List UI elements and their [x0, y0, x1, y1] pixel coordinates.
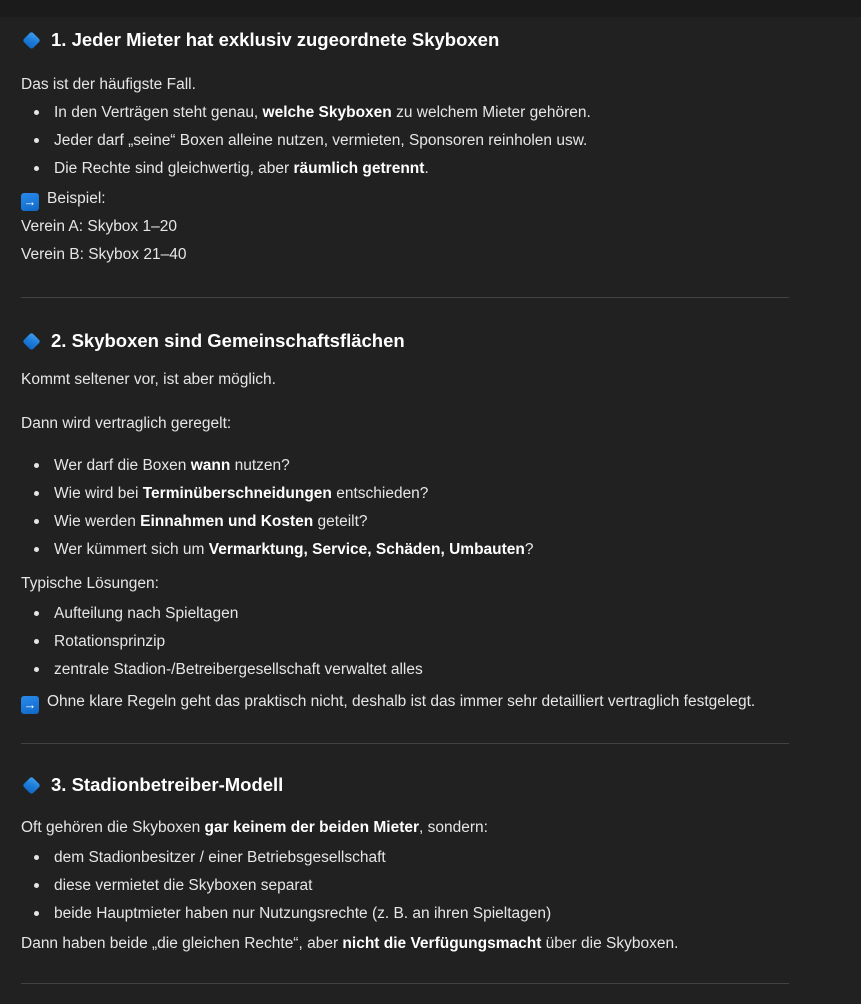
example-line-b: Verein B: Skybox 21–40 — [21, 246, 187, 263]
right-arrow-icon: → — [21, 193, 39, 211]
divider — [21, 743, 789, 744]
list-item: zentrale Stadion-/Betreibergesellschaft verwaltet alles — [54, 658, 789, 682]
list-item: Wie werden Einnahmen und Kosten geteilt? — [54, 510, 789, 534]
section-3-intro: Oft gehören die Skyboxen gar keinem der beiden Mieter, sondern: — [21, 819, 488, 836]
section-2-intro2: Dann wird vertraglich geregelt: — [21, 415, 232, 432]
list-item: beide Hauptmieter haben nur Nutzungsrechte (z. B. an ihren Spieltagen) — [54, 902, 789, 926]
small-blue-diamond-icon — [22, 776, 40, 794]
list-item: Wie wird bei Terminüberschneidungen entschieden? — [54, 482, 789, 506]
list-item: In den Verträgen steht genau, welche Skyboxen zu welchem Mieter gehören. — [54, 101, 789, 125]
section-2-questions-list — [21, 454, 789, 562]
divider — [21, 983, 789, 984]
solutions-label: Typische Lösungen: — [21, 575, 159, 592]
example-line-a: Verein A: Skybox 1–20 — [21, 218, 177, 235]
note-callout: → Ohne klare Regeln geht das praktisch nicht, deshalb ist das immer sehr detailliert vertraglich festgelegt. — [21, 690, 789, 714]
list-item: Wer kümmert sich um Vermarktung, Service, Schäden, Umbauten? — [54, 538, 789, 562]
list-item: Wer darf die Boxen wann nutzen? — [54, 454, 789, 478]
section-3-list — [21, 846, 789, 926]
list-item: Jeder darf „seine“ Boxen alleine nutzen, vermieten, Sponsoren reinholen usw. — [54, 129, 789, 153]
heading-text: 1. Jeder Mieter hat exklusiv zugeordnete Skyboxen — [51, 29, 500, 50]
list-item: diese vermietet die Skyboxen separat — [54, 874, 789, 898]
example-callout: → Beispiel: — [21, 187, 789, 211]
small-blue-diamond-icon — [22, 31, 40, 49]
divider — [21, 297, 789, 298]
section-3-outro: Dann haben beide „die gleichen Rechte“, aber nicht die Verfügungsmacht über die Skyboxen. — [21, 935, 679, 952]
heading-text: 3. Stadionbetreiber-Modell — [51, 774, 284, 795]
section-3-heading — [21, 772, 789, 798]
list-item: Die Rechte sind gleichwertig, aber räumlich getrennt. — [54, 157, 789, 181]
section-2-intro: Kommt seltener vor, ist aber möglich. — [21, 371, 276, 388]
list-item: dem Stadionbesitzer / einer Betriebsgesellschaft — [54, 846, 789, 870]
section-2-heading — [21, 328, 789, 354]
section-1-intro: Das ist der häufigste Fall. — [21, 76, 196, 93]
section-1-list — [21, 101, 789, 181]
list-item: Aufteilung nach Spieltagen — [54, 602, 789, 626]
solutions-list — [21, 602, 789, 682]
small-blue-diamond-icon — [22, 332, 40, 350]
right-arrow-icon: → — [21, 696, 39, 714]
heading-text: 2. Skyboxen sind Gemeinschaftsflächen — [51, 330, 405, 351]
section-1-heading — [21, 27, 789, 53]
list-item: Rotationsprinzip — [54, 630, 789, 654]
